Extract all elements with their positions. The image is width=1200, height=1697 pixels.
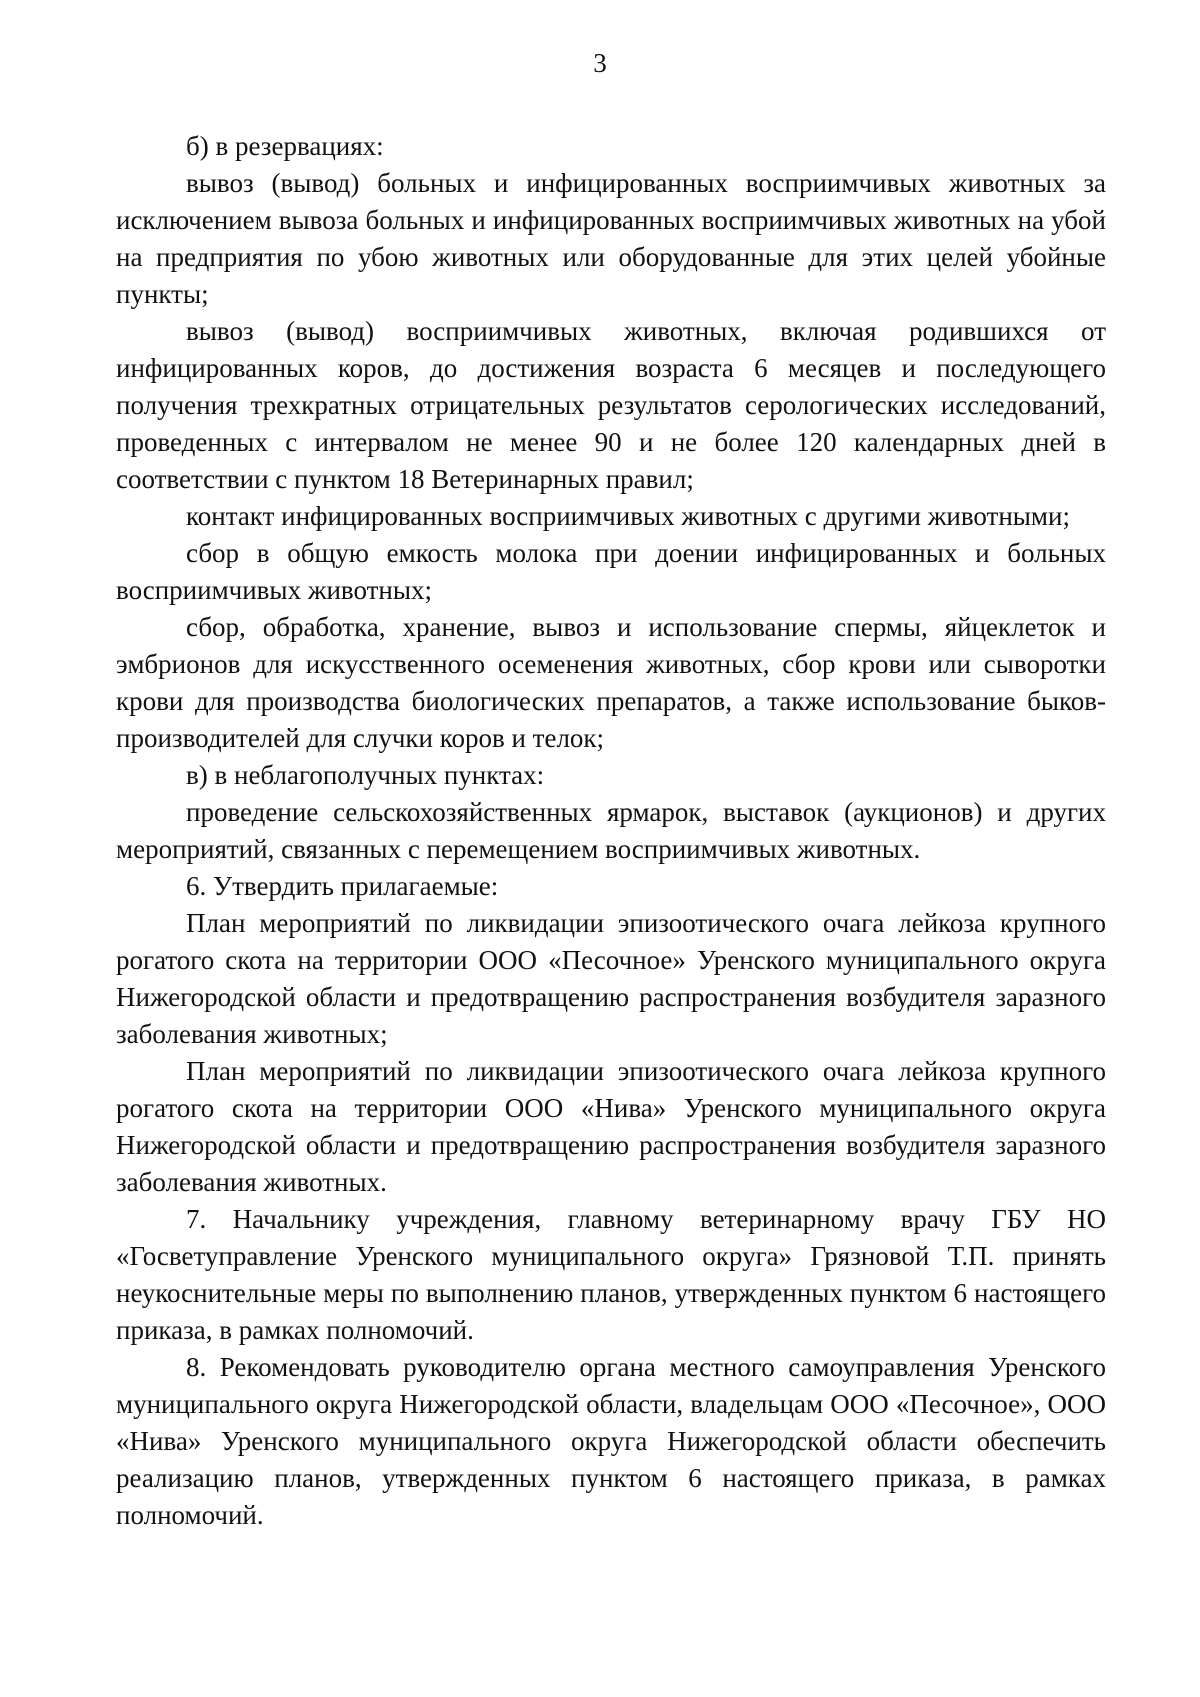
paragraph-item-8: 8. Рекомендовать руководителю органа местного самоуправления Уренского муниципального округа Нижегородской области, владельцам ООО «Песочное», ООО «Нива» Уренского муниципального округа Нижегородской области обеспечить реализацию планов, утвержденных пунктом 6 настоящего приказа, в рамках полномочий.	[116, 1352, 1106, 1530]
document-body	[116, 128, 1106, 1534]
paragraph-removal-susceptible-animals: вывоз (вывод) восприимчивых животных, включая родившихся от инфицированных коров, до достижения возраста 6 месяцев и последующего получения трехкратных отрицательных результатов серологических исследований, проведенных с интервалом не менее 90 и не более 120 календарных дней в соответствии с пунктом 18 Ветеринарных правил;	[116, 316, 1106, 494]
paragraph-fairs-exhibitions: проведение сельскохозяйственных ярмарок, выставок (аукционов) и других мероприятий, связанных с перемещением восприимчивых животных.	[116, 797, 1106, 864]
paragraph-reservations-heading: б) в резервациях:	[186, 131, 384, 161]
paragraph-plan-pesochnoe: План мероприятий по ликвидации эпизоотического очага лейкоза крупного рогатого скота на территории ООО «Песочное» Уренского муниципального округа Нижегородской области и предотвращению распространения возбудителя заразного заболевания животных;	[116, 908, 1106, 1049]
paragraph-milk-collection: сбор в общую емкость молока при доении инфицированных и больных восприимчивых животных;	[116, 538, 1106, 605]
paragraph-unfavorable-points-heading: в) в неблагополучных пунктах:	[186, 760, 545, 790]
page-number: 3	[593, 48, 607, 78]
paragraph-sperm-collection: сбор, обработка, хранение, вывоз и использование спермы, яйцеклеток и эмбрионов для искусственного осеменения животных, сбор крови или сыворотки крови для производства биологических препаратов, а также использование быков-производителей для случки коров и телок;	[116, 612, 1106, 753]
paragraph-removal-sick-animals: вывоз (вывод) больных и инфицированных восприимчивых животных за исключением вывоза больных и инфицированных восприимчивых животных на убой на предприятия по убою животных или оборудованные для этих целей убойные пункты;	[116, 168, 1106, 309]
paragraph-plan-niva: План мероприятий по ликвидации эпизоотического очага лейкоза крупного рогатого скота на территории ООО «Нива» Уренского муниципального округа Нижегородской области и предотвращению распространения возбудителя заразного заболевания животных.	[116, 1056, 1106, 1197]
paragraph-item-7: 7. Начальнику учреждения, главному ветеринарному врачу ГБУ НО «Госветуправление Уренского муниципального округа» Грязновой Т.П. принять неукоснительные меры по выполнению планов, утвержденных пунктом 6 настоящего приказа, в рамках полномочий.	[116, 1204, 1106, 1345]
paragraph-item-6: 6. Утвердить прилагаемые:	[186, 871, 499, 901]
paragraph-contact-infected: контакт инфицированных восприимчивых животных с другими животными;	[186, 501, 1070, 531]
